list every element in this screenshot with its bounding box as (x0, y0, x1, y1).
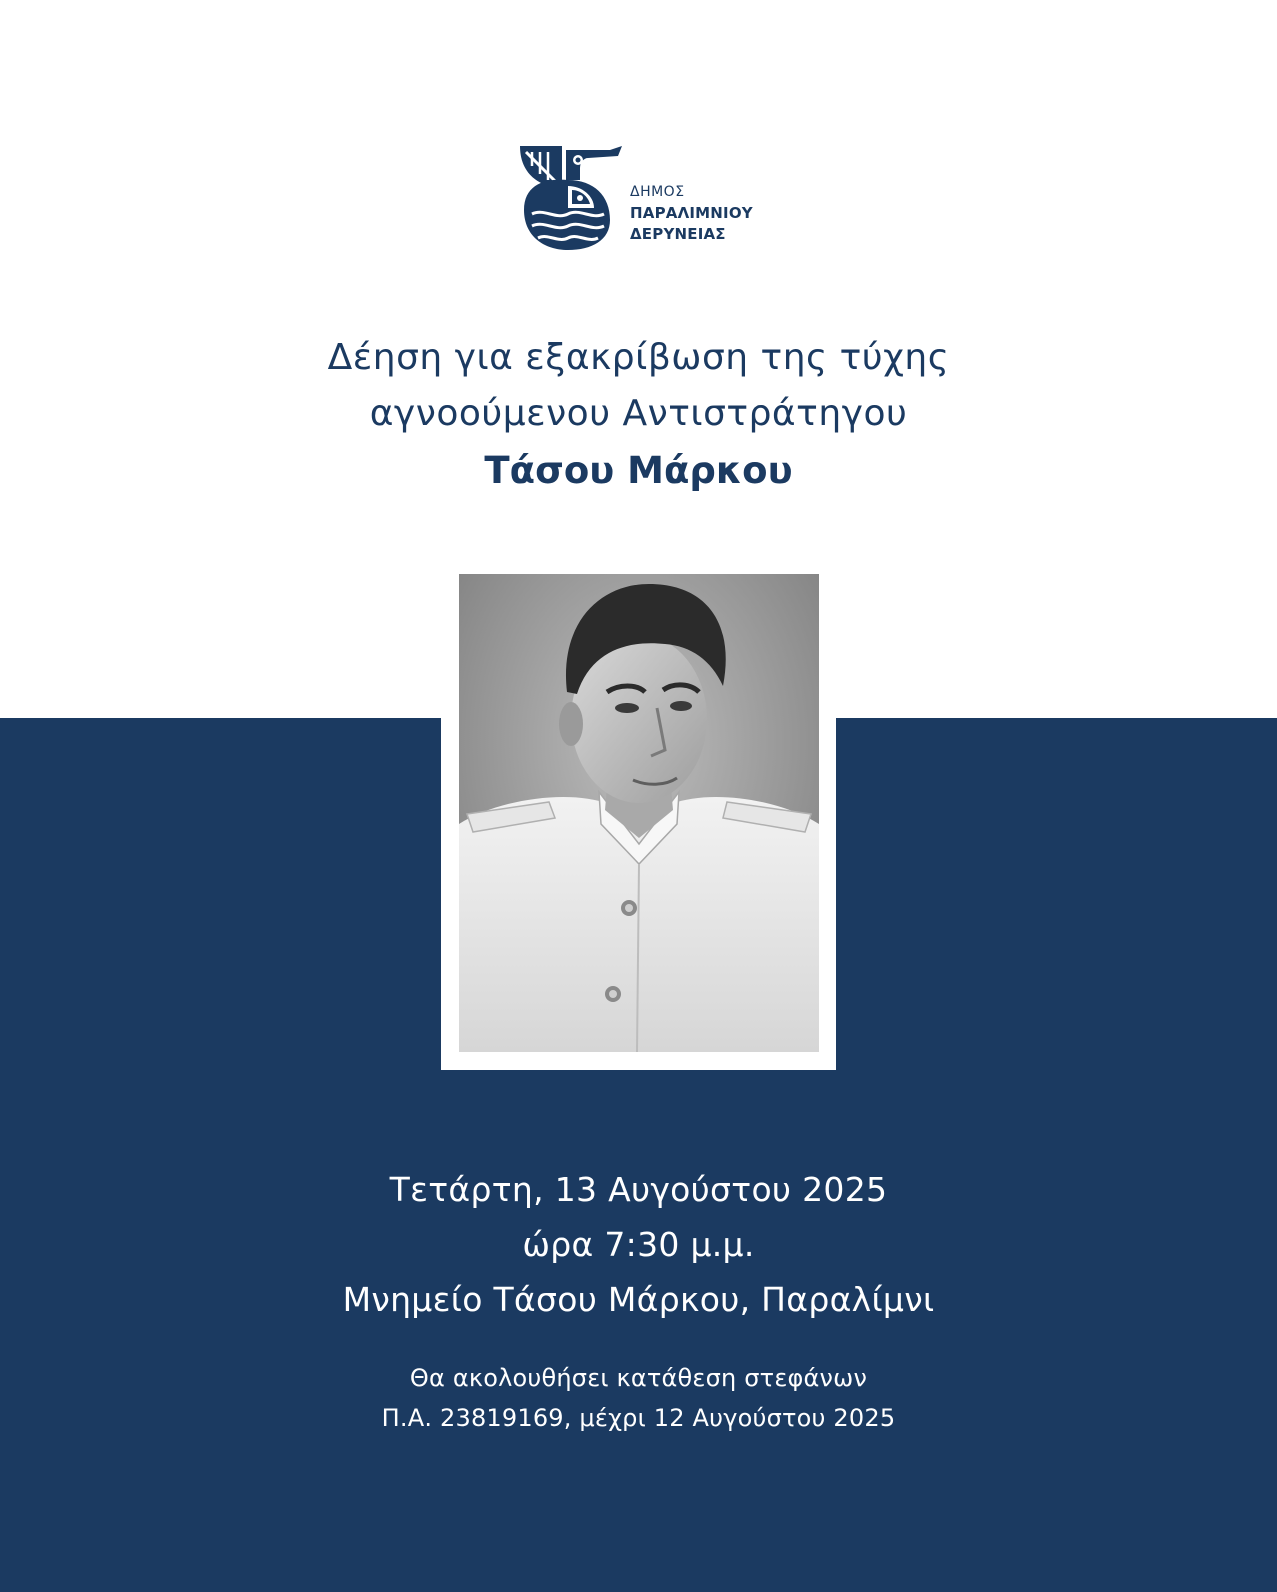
municipality-logo (518, 140, 758, 255)
portrait-illustration-icon (459, 574, 819, 1052)
title-line-2: αγνοούμενου Αντιστράτηγου (369, 393, 908, 434)
event-place: Μνημείο Τάσου Μάρκου, Παραλίμνι (342, 1280, 935, 1319)
logo-line-paralimniou: ΠΑΡΑΛΙΜΝΙΟΥ (630, 204, 753, 222)
event-title (0, 330, 1277, 500)
municipality-bird-emblem-icon (518, 140, 622, 252)
event-details (0, 1162, 1277, 1327)
title-line-1: Δέηση για εξακρίβωση της τύχης (327, 337, 950, 378)
logo-line-deryneias: ΔΕΡΥΝΕΙΑΣ (630, 225, 726, 243)
event-notes (0, 1358, 1277, 1438)
event-date: Τετάρτη, 13 Αυγούστου 2025 (389, 1170, 888, 1209)
note-contact-deadline: Π.Α. 23819169, μέχρι 12 Αυγούστου 2025 (381, 1404, 896, 1432)
municipality-name (630, 182, 753, 245)
note-wreath-laying: Θα ακολουθήσει κατάθεση στεφάνων (409, 1364, 868, 1392)
logo-line-dimos: ΔΗΜΟΣ (630, 184, 685, 200)
event-time: ώρα 7:30 μ.μ. (522, 1225, 755, 1264)
title-person-name: Τάσου Μάρκου (484, 449, 793, 492)
portrait-photo (459, 574, 819, 1052)
